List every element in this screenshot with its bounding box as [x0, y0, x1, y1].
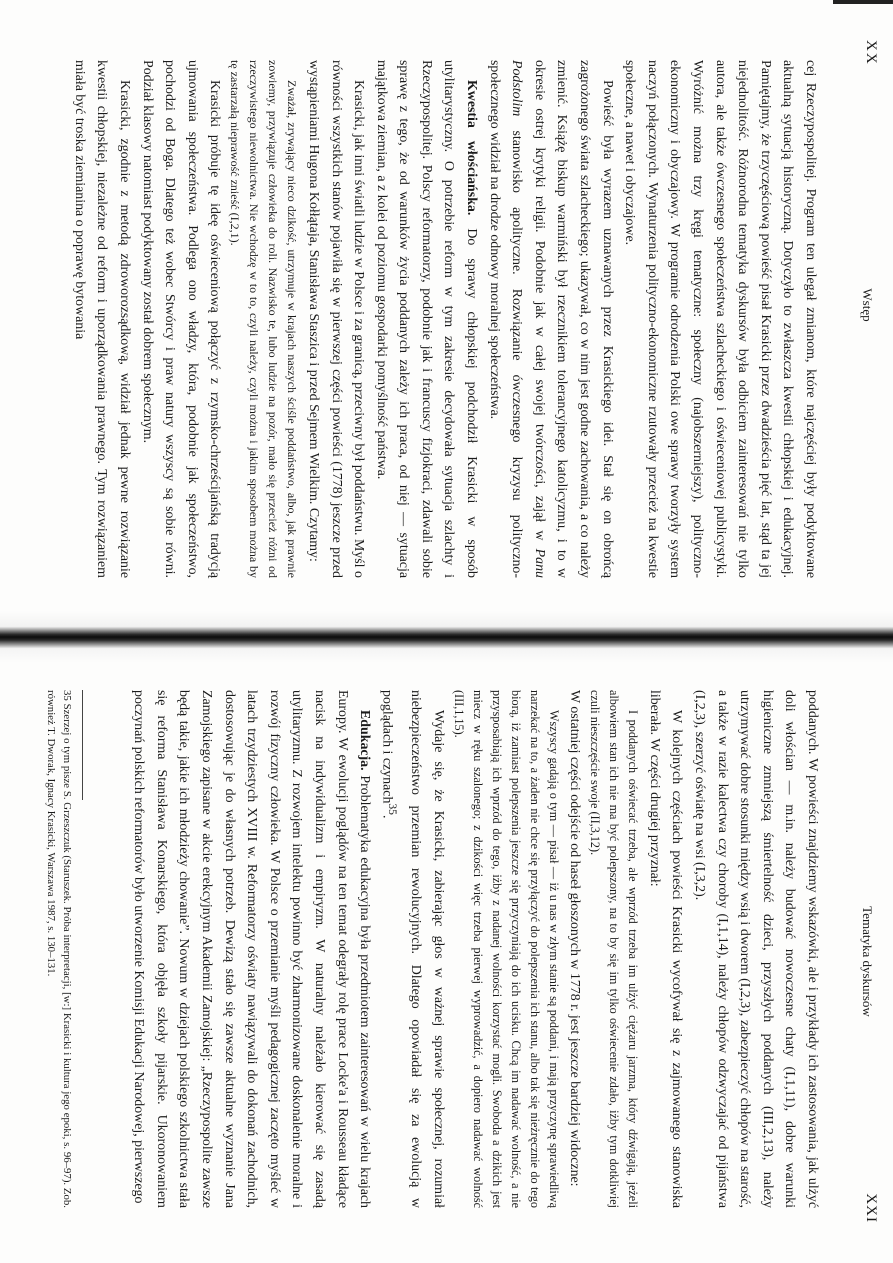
text-run: I poddanych oświecać trzeba, ale wprzód trzeba im ulżyć ciężaru jarzma, który dźwigają, jeżeli albowiem stan ich nie ma być polepszony, na to by się im tylko oświecenie zdało, iżby tym dotkliwiej czuli nieszczęście swoje (II,3,12).: [588, 690, 641, 1208]
paragraph: [563, 690, 586, 1208]
paragraph: [369, 60, 482, 578]
block-quote: [449, 690, 563, 1208]
right-page-number: XXI: [863, 1193, 879, 1223]
text-run: poddanych. W powieści znajdziemy wskazówki, ale i przykłady ich zastosowania, jak ulżyć doli włościan — m.in. należy budować nowoczesne chaty (I,1,11), dobre warunki higieniczne zmniejszą śmiertelność dzieci, przyszłych poddanych (III,2,13), należy utrzymywać dobre stosunki między wsią i dworem (I,2,3), zabezpieczyć chłopów na starość, a także w razie kalectwa czy choroby (I,1,14), należy chłopów odzwyczajać od pijaństwa (I,2,3), szerzyć oświatę na wsi (I,3,2).: [692, 690, 820, 1208]
block-quote: [585, 690, 642, 1208]
left-page-number: XX: [863, 40, 879, 66]
text-run: Powieść była wyrazem uznawanych przez Krasickiego idei. Stał się on obrońcą zagrożonego świata szlacheckiego; ukazywał, co w nim jest godne zachowania, a co należy zmienić. Książę biskup warmiński był rzecznikiem tolerancyjnego katolicyzmu, i to w okresie ostrej krytyki religii. Podobnie jak w całej swojej twórczości, zajął w: [531, 60, 615, 578]
text-run: Zważał, zrywający nieco dzikość, utrzymuje w krajach naszych ściśle poddaństwo, albo, jak prawnie zowiemy, przywiązuje człowieka do roli. Nazwisko te, lubo ludzie na pozór, mało się przecież różni od rzeczywistego niewolnictwa. Nie wchodzę w to to, czyli należy, czyli można i jakim sposobem można by tę zastarzałą nieprawość znieść (I,2,1).: [228, 60, 300, 578]
right-running-head: Tematyka dyskursów: [860, 906, 875, 1017]
paragraph: [67, 60, 135, 578]
text-run: Krasicki, jak inni światli ludzie w Polsce i za granicą, przeciwny był poddaństwu. Myśl o równości wszystkich stanów pojawiła się w pierwszej części powieści (1778) jeszcze przed wystąpieniami Hugona Kołłątaja, Stanisława Staszica i przed Sejmem Wielkim. Czytamy:: [305, 60, 367, 578]
left-page: [0, 0, 893, 610]
paragraph: [482, 60, 618, 578]
text-run: W kolejnych częściach powieści Krasicki wycofywał się z zajmowanego stanowiska liberała. W części drugiej przyznał:: [646, 690, 685, 1208]
footnote-ref: 35: [386, 803, 400, 815]
text-run: Krasicki próbuje tę ideę oświeceniową połączyć z rzymsko-chrześcijańską tradycją ujmowania społeczeństwa. Podlega ono władzy, która, podobnie jak społeczeństwo, pochodzi od Boga. Dlatego też wobec Stwórcy i praw natury wszyscy są sobie równi. Podział klasowy natomiast podyktowany został dobrem społecznym.: [139, 60, 223, 578]
block-quote: [225, 60, 301, 578]
section-heading: Edukacja.: [357, 710, 373, 771]
text-run: stanowisko apolityczne. Rozwiązanie ówczesnego kryzysu polityczno-społecznego widział na drodze odnowy moralnej społeczeństwa.: [486, 60, 525, 578]
footnote-rule: [82, 690, 83, 800]
right-page: [0, 660, 893, 1263]
section-heading: Kwestia włościańska.: [464, 80, 480, 216]
text-run: Do sprawy chłopskiej podchodził Krasicki w sposób utylitarystyczny. O potrzebie reform w tym zakresie decydowała sytuacja szlachty i Rzeczypospolitej. Polscy reformatorzy, podobnie jak i francuscy fizjokraci, zdawali sobie sprawę z tego, że od warunków życia poddanych zależy ich praca, od niej — sytuacja majątkowa ziemian, a z kolei od poziomu gospodarki pomyślność państwa.: [373, 60, 480, 579]
left-page-body: [67, 60, 821, 578]
text-run: cej Rzeczypospolitej. Program ten ulegał zmianom, które najczęściej były podyktowane aktualną sytuacją historyczną. Dotyczyło to zwłaszcza kwestii chłopskiej i edukacyjnej. Pamiętajmy, że trzyczęściową powieść pisał Krasicki przez dwadzieścia pięć lat, stąd ta jej niejednolitość. Różnorodna tematyka dyskursów była odbiciem zainteresowań nie tylko autora, ale także ówczesnego społeczeństwa szlacheckiego i oświeceniowej publicystyki. Wyróżnić można trzy kręgi tematyczne: społeczny (najobszerniejszy), polityczno-ekonomiczny i obyczajowy. W programie odrodzenia Polski owe sprawy tworzyły system naczyń połączonych. Wynaturzenia polityczno-ekonomiczne rzutowały przecież na kwestie społeczne, a nawet i obyczajowe.: [622, 60, 818, 578]
paragraph: [687, 690, 823, 1208]
book-gutter: [0, 611, 893, 663]
paragraph: [301, 60, 369, 578]
paragraph: [127, 690, 376, 1208]
text-run: Krasicki, zgodnie z metodą zdroworozsądkową, widział jednak pewne rozwiązanie kwestii chłopskiej, niezależne od reform i uporządkowania prawnego. Tym rozwiązaniem miała być troska ziemianina o poprawę bytowania: [71, 60, 132, 578]
text-run: Wydaje się, że Krasicki, zabierając głos w ważnej sprawie społecznej, rozumiał niebezpieczeństwo przemian rewolucyjnych. Dlatego opowiadał się za ewolucją w poglądach i czynach: [379, 690, 446, 1208]
text-run: Wszyscy gadają o tym — pisał — iż u nas w złym stanie są poddani, i mają przyczynę sprawiedliwą narzekać na to, a żaden nie chce się przyłączyć do polepszenia ich stanu, albo tak się nieżręcznie do tego biorą, iż zamiast polepszenia jeszcze się przyczyniają do ich ucisku. Chcą im nadawać wolność, a nie przysposabiają ich wprzód do tego, iżby z nadanej wolności korzystać mogli. Swoboda a dzikich jest miecz w ręku szalonego; z dzikości więc trzeba pierwej wyprowadzić, a dopiero nadawać wolność (III,1,15).: [451, 690, 561, 1208]
text-run: .: [379, 814, 395, 819]
text-run: Problematyka edukacyjna była przedmiotem zainteresowań w wielu krajach Europy. W ewolucji poglądów na ten temat odegrały rolę prace Locke'a i Rousseau kładące nacisk na indywidualizm i empiryzm. W naturalny należało kierować się zasadą utylitaryzmu. Z rozwojem intelektu powinno być zharmonizowane doskonalenie moralne i rozwój fizyczny człowieka. W Polsce o przemianie myśli pedagogicznej zaczęto myśleć w latach trzydziestych XVIII w. Reformatorzy oświaty nawiązywali do dokonań zachodnich, dostosowując je do własnych potrzeb. Dewizą stało się zawsze aktualne wyznanie Jana Zamojskiego zapisane w akcie erekcyjnym Akademii Zamojskiej: „Rzeczypospolite zawsze będą takie, jakie ich młodzieży chowanie”. Nowum w dziejach polskiego szkolnictwa stała się reforma Stanisława Konarskiego, która objęła szkoły pijarskie. Ukoronowaniem poczynań polskich reformatorów było utworzenie Komisji Edukacji Narodowej, pierwszego: [131, 690, 373, 1208]
paragraph: [642, 690, 687, 1208]
left-running-head: Wstęp: [860, 288, 875, 322]
text-run: Panu Podstolim: [509, 60, 547, 578]
paragraph: [135, 60, 225, 578]
paragraph: [618, 60, 821, 578]
footnote: 35 Szerzej o tym pisze S. Grzeszczuk (Staruszek. Próba interpretacji, [w:] Krasicki i kultura jego epoki, s. 96–97). Zob. również T. Dworak, Ignacy Krasicki, Warszawa 1987, s. 130–131.: [45, 690, 73, 1208]
paragraph: [375, 690, 448, 1208]
right-page-body: [127, 690, 823, 1208]
text-run: W ostatniej części odejście od haseł głoszonych w 1778 r. jest jeszcze bardziej widoczne:: [567, 690, 583, 1187]
